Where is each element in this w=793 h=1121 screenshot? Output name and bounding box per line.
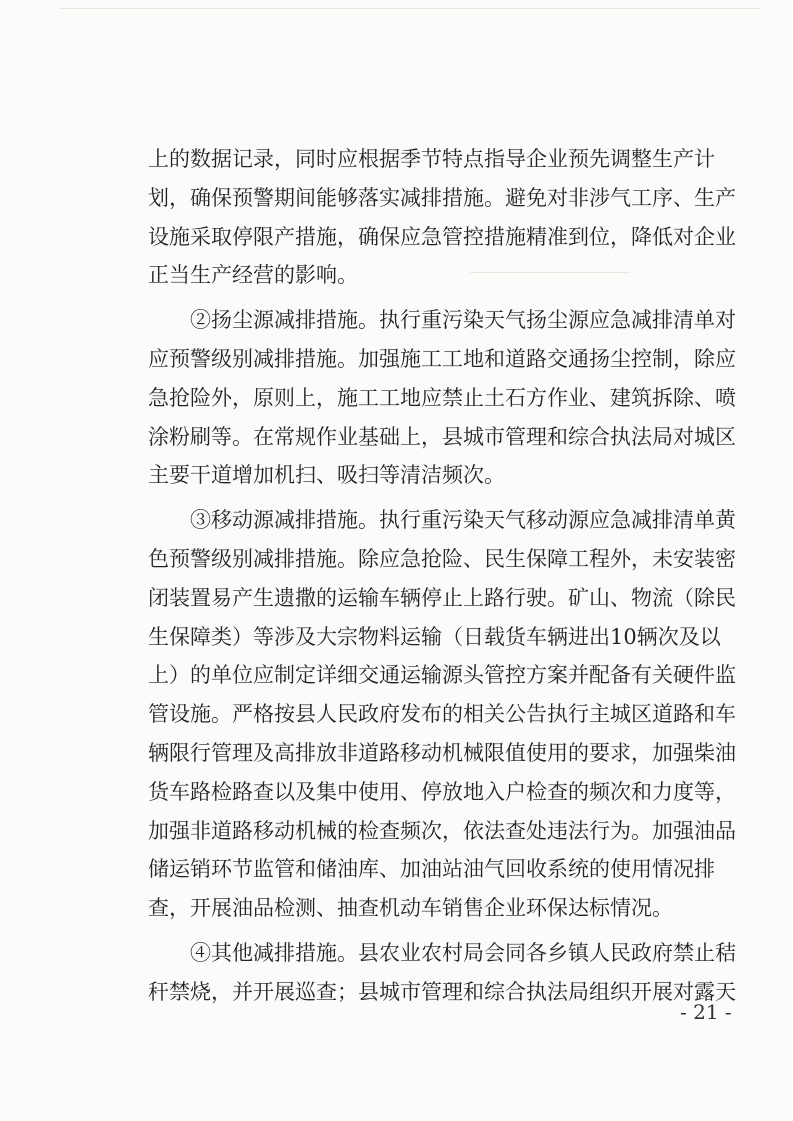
text-line: 设施采取停限产措施，确保应急管控措施精准到位，降低对企业: [148, 224, 736, 249]
text-line: 正当生产经营的影响。: [148, 263, 358, 288]
text-line: 管设施。严格按县人民政府发布的相关公告执行主城区道路和车: [148, 702, 736, 727]
scan-artifact-line: [60, 8, 760, 9]
text-line: ②扬尘源减排措施。执行重污染天气扬尘源应急减排清单对: [190, 308, 736, 333]
text-line: 色预警级别减排措施。除应急抢险、民生保障工程外，未安装密: [148, 546, 736, 571]
text-line: 主要干道增加机扫、吸扫等清洁频次。: [148, 463, 505, 488]
text-line: ③移动源减排措施。执行重污染天气移动源应急减排清单黄: [190, 508, 736, 533]
text-line: 划，确保预警期间能够落实减排措施。避免对非涉气工序、生产: [148, 185, 736, 210]
text-line: 应预警级别减排措施。加强施工工地和道路交通扬尘控制，除应: [148, 346, 736, 371]
text-line: 急抢险外，原则上，施工工地应禁止土石方作业、建筑拆除、喷: [148, 385, 736, 410]
paragraph: [148, 301, 736, 495]
text-line: 辆限行管理及高排放非道路移动机械限值使用的要求，加强柴油: [148, 740, 736, 765]
text-line: 闭装置易产生遗撒的运输车辆停止上路行驶。矿山、物流（除民: [148, 585, 736, 610]
paragraph: [148, 501, 736, 928]
text-line: 生保障类）等涉及大宗物料运输（日载货车辆进出10辆次及以: [148, 624, 721, 649]
text-line: 查，开展油品检测、抽查机动车销售企业环保达标情况。: [148, 896, 673, 921]
text-line: 上）的单位应制定详细交通运输源头管控方案并配备有关硬件监: [148, 663, 736, 688]
text-line: 储运销环节监管和储油库、加油站油气回收系统的使用情况排: [148, 857, 715, 882]
text-line: ④其他减排措施。县农业农村局会同各乡镇人民政府禁止秸: [190, 940, 736, 965]
paragraph: [148, 140, 736, 295]
text-line: 货车路检路查以及集中使用、停放地入户检查的频次和力度等，: [148, 779, 736, 804]
text-line: 涂粉刷等。在常规作业基础上，县城市管理和综合执法局对城区: [148, 424, 736, 449]
text-line: 秆禁烧，并开展巡查；县城市管理和综合执法局组织开展对露天: [148, 979, 736, 1004]
text-line: 加强非道路移动机械的检查频次，依法查处违法行为。加强油品: [148, 818, 736, 843]
page-number: - 21 -: [680, 1000, 732, 1024]
text-line: 上的数据记录，同时应根据季节特点指导企业预先调整生产计: [148, 147, 715, 171]
